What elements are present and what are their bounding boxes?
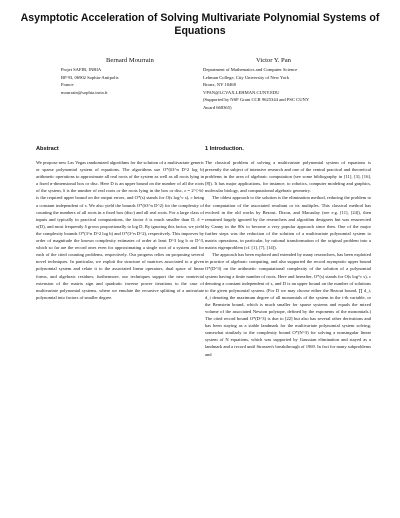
grant-note: (Supported by NSF Grant CCR 9625344 and PSC CUNY bbox=[203, 97, 310, 103]
affiliation-line: Lehman College, City University of New York bbox=[203, 74, 289, 80]
abstract-section bbox=[36, 146, 204, 512]
grant-note: Award 668365) bbox=[203, 104, 232, 110]
intro-paragraph: The oldest approach to the solution is the elimination method, reducing the problem to the computation of the associated resultant or its multiples. This classical method has evolved in the old works by Bezout, Dixon, and Macaulay (see e.g. [11], [24]), then remained largely ignored by the researchers and algorithm designers but was resurrected by Canny in the 80s to become a very popular approach since then. One of the major further steps was the reduction of the solution of a multivariate polynomial system to matrix operations, in particular, by rational transformation of the original problem into a matrix eigenproblem (cf. [1], [7], [14]). bbox=[205, 195, 371, 251]
abstract-text: We propose new Las Vegas randomized algorithms for the solution of a multivariate generic or sparse polynomial system of equations. The algorithms use O*(δ3^n D^2 log b) arithmetic operations to approximate all real roots of the system as well as all roots lying in a fixed n-dimensional box or disc. Here D is an upper bound on the number of all the roots of the system, δ is the number of real roots or the roots lying in the box or disc, ε = 2^{-b} is the required upper bound on the output errors, and O*(s) stands for O(s log^c s), c being a constant independent of s. We also yield the bounds O*(δ3^n D^2) for the complexity of counting the numbers of all roots in a fixed box (disc) and all real roots. For a large class of inputs and typically in practical computations, the factor δ is much smaller than D, δ = o(D), and most frequently δ grows proportionally to log D. By ignoring this factor, we yield the complexity bounds O*(3^n D^2 log b) and O*(3^n D^2), respectively. This improves by order of magnitude the known complexity estimates of order at least D^3 log b or D^3, which so far are the record ones even for approximating a single root of a system and for each of the cited counting problems, respectively. Our progress relies on proposing several novel techniques. In particular, we exploit the structure of matrices associated to a given polynomial system and relate it to the associated linear operators, dual space of linear forms, and algebraic residues; furthermore, our techniques support the new nontrivial extension of the matrix sign and quadratic inverse power iterations to the case of multivariate polynomial systems, where we emulate the recursive splitting of a univariate polynomial into factors of smaller degree. bbox=[36, 160, 204, 300]
intro-paragraph: The approach has been explored and extended by many researchers, has been exploited in practice of algebraic computing, and also supported the record asymptotic upper bound O*(D^3) on the arithmetic computational complexity of the solution of a polynomial system having a finite number of roots. Here and hereafter, O*(s) stands for O(s log^c s), c denoting a constant independent of s, and D is an upper bound on the number of solutions to the given polynomial system. (For D we may choose either the Bezout bound, ∏ d_i, d_i denoting the maximum degree of all monomials of the system in the i-th variable, or the Bernstein bound, which is much smaller for sparse systems and equals the mixed volume of the associated Newton polytope, defined by the exponents of the monomials.) The cited record bound O*(D^3) is due to [22] but also has several other derivations and has been staying as a stable landmark for the multivariate polynomial system solving, somewhat similarly to the complexity bound O*(N^3) for solving a nonsingular linear system of N equations, which was supported by Gaussian elimination and stayed as a landmark and a record until Strassen's breakthrough of 1969. In fact for many subproblems and bbox=[205, 252, 371, 357]
introduction-body bbox=[205, 159, 371, 358]
affiliation-line: Department of Mathematics and Computer Science bbox=[203, 67, 298, 72]
paper-title: Asymptotic Acceleration of Solving Multivariate Polynomial Systems of Equations bbox=[20, 12, 380, 37]
affiliation-line: France bbox=[61, 82, 74, 88]
introduction-section bbox=[205, 146, 371, 512]
author-email: VPAN@LCVAX.LEHMAN.CUNY.EDU bbox=[203, 89, 280, 95]
abstract-body bbox=[36, 159, 204, 301]
author-name: Bernard Mourrain bbox=[106, 57, 154, 64]
intro-paragraph: The classical problem of solving a multivariate polynomial system of equations is presently the subject of intensive research and one of the central practical and theoretical problems in the area of algebraic computation (see some bibliography in [11], [3], [16], [8]). It has major applications, for instance, to robotics, computer modeling and graphics, molecular biology, and computational algebraic geometry. bbox=[205, 160, 371, 194]
affiliation-line: BP 93, 06902 Sophia-Antipolis bbox=[61, 74, 119, 80]
author-affiliation bbox=[203, 67, 309, 113]
abstract-heading: Abstract bbox=[36, 146, 59, 152]
affiliation-line: Projet SAFIR, INRIA bbox=[61, 67, 102, 72]
affiliation-line: Bronx, NY 10468 bbox=[203, 82, 236, 88]
author-affiliation bbox=[61, 67, 119, 97]
introduction-heading: 1 Introduction. bbox=[205, 146, 244, 152]
author-name: Victor Y. Pan bbox=[256, 57, 291, 64]
author-email: mourrain@sophia.inria.fr bbox=[61, 89, 108, 95]
